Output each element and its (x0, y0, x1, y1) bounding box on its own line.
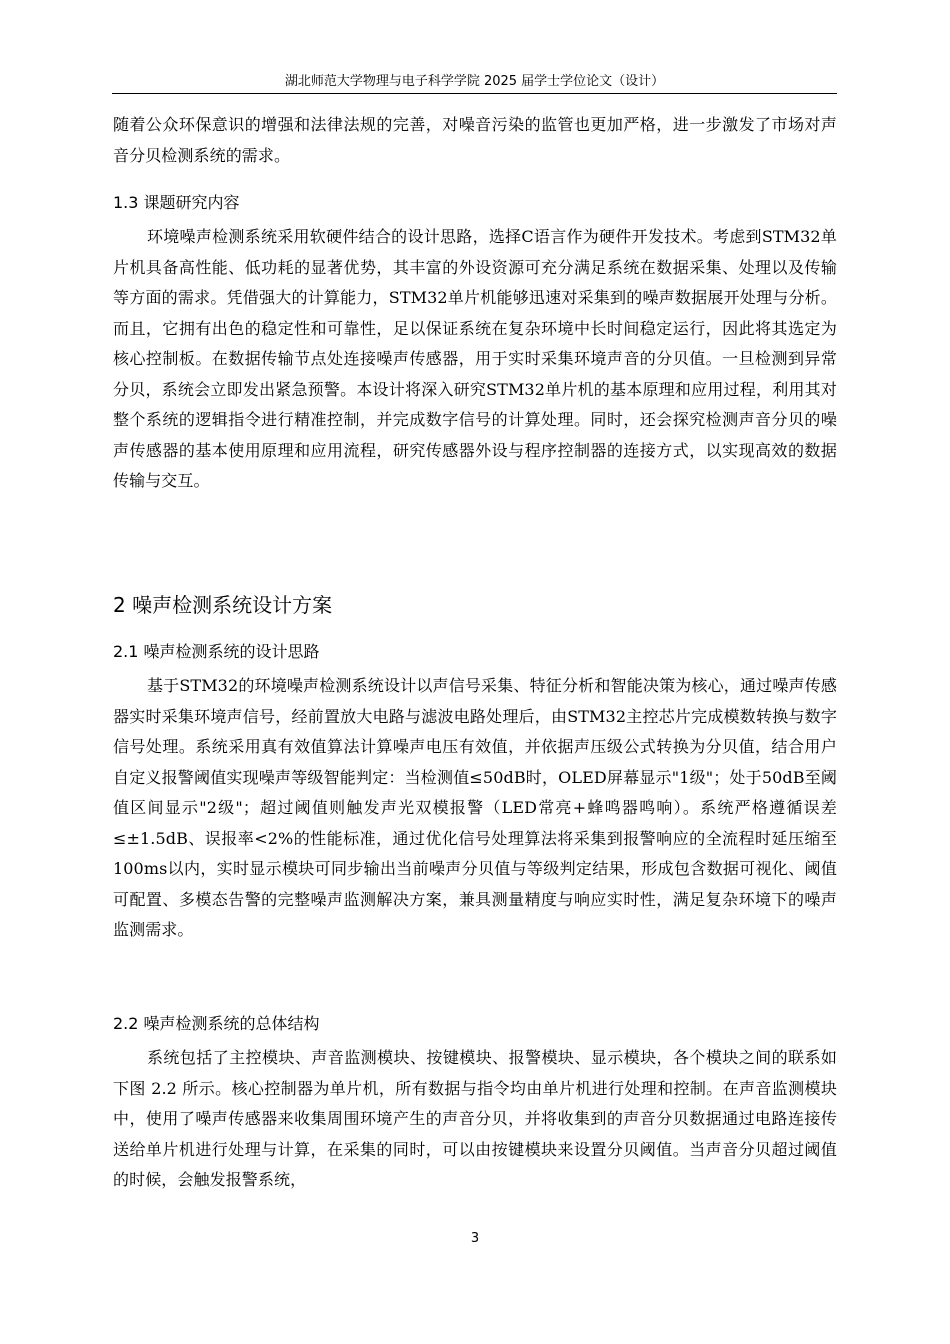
section-2-1-heading: 2.1 噪声检测系统的设计思路 (113, 642, 320, 661)
section-2-2-paragraph: 系统包括了主控模块、声音监测模块、按键模块、报警模块、显示模块，各个模块之间的联系如下图 2.2 所示。核心控制器为单片机，所有数据与指令均由单片机进行处理和控制。在声音监测模块中，使用了噪声传感器来收集周围环境产生的声音分贝，并将收集到的声音分贝数据通过电路连接传送给单片机进行处理与计算，在采集的同时，可以由按键模块来设置分贝阈值。当声音分贝超过阈值的时候，会触发报警系统， (113, 1048, 837, 1189)
section-2-1-paragraph: 基于STM32的环境噪声检测系统设计以声信号采集、特征分析和智能决策为核心，通过噪声传感器实时采集环境声信号，经前置放大电路与滤波电路处理后，由STM32主控芯片完成模数转换与数字信号处理。系统采用真有效值算法计算噪声电压有效值，并依据声压级公式转换为分贝值，结合用户自定义报警阈值实现噪声等级智能判定：当检测值≤50dB时，OLED屏幕显示"1级"；处于50dB至阈值区间显示"2级"；超过阈值则触发声光双模报警（LED常亮+蜂鸣器鸣响）。系统严格遵循误差≤±1.5dB、误报率<2%的性能标准，通过优化信号处理算法将采集到报警响应的全流程时延压缩至100ms以内，实时显示模块可同步输出当前噪声分贝值与等级判定结果，形成包含数据可视化、阈值可配置、多模态告警的完整噪声监测解决方案，兼具测量精度与响应实时性，满足复杂环境下的噪声监测需求。 (113, 676, 837, 939)
section-2-2-heading: 2.2 噪声检测系统的总体结构 (113, 1014, 320, 1033)
header-rule (112, 93, 837, 94)
page-number: 3 (470, 1231, 480, 1246)
chapter-2-heading: 2 噪声检测系统设计方案 (113, 593, 333, 617)
intro-continuation-paragraph: 随着公众环保意识的增强和法律法规的完善，对噪音污染的监管也更加严格，进一步激发了市场对声音分贝检测系统的需求。 (113, 115, 837, 165)
section-1-3-paragraph: 环境噪声检测系统采用软硬件结合的设计思路，选择C语言作为硬件开发技术。考虑到STM32单片机具备高性能、低功耗的显著优势，其丰富的外设资源可充分满足系统在数据采集、处理以及传输等方面的需求。凭借强大的计算能力，STM32单片机能够迅速对采集到的噪声数据展开处理与分析。而且，它拥有出色的稳定性和可靠性，足以保证系统在复杂环境中长时间稳定运行，因此将其选定为核心控制板。在数据传输节点处连接噪声传感器，用于实时采集环境声音的分贝值。一旦检测到异常分贝，系统会立即发出紧急预警。本设计将深入研究STM32单片机的基本原理和应用过程，利用其对整个系统的逻辑指令进行精准控制，并完成数字信号的计算处理。同时，还会探究检测声音分贝的噪声传感器的基本使用原理和应用流程，研究传感器外设与程序控制器的连接方式，以实现高效的数据传输与交互。 (113, 227, 837, 490)
page-header: 湖北师范大学物理与电子科学学院 2025 届学士学位论文（设计） (284, 74, 665, 89)
section-1-3-heading: 1.3 课题研究内容 (113, 193, 240, 212)
